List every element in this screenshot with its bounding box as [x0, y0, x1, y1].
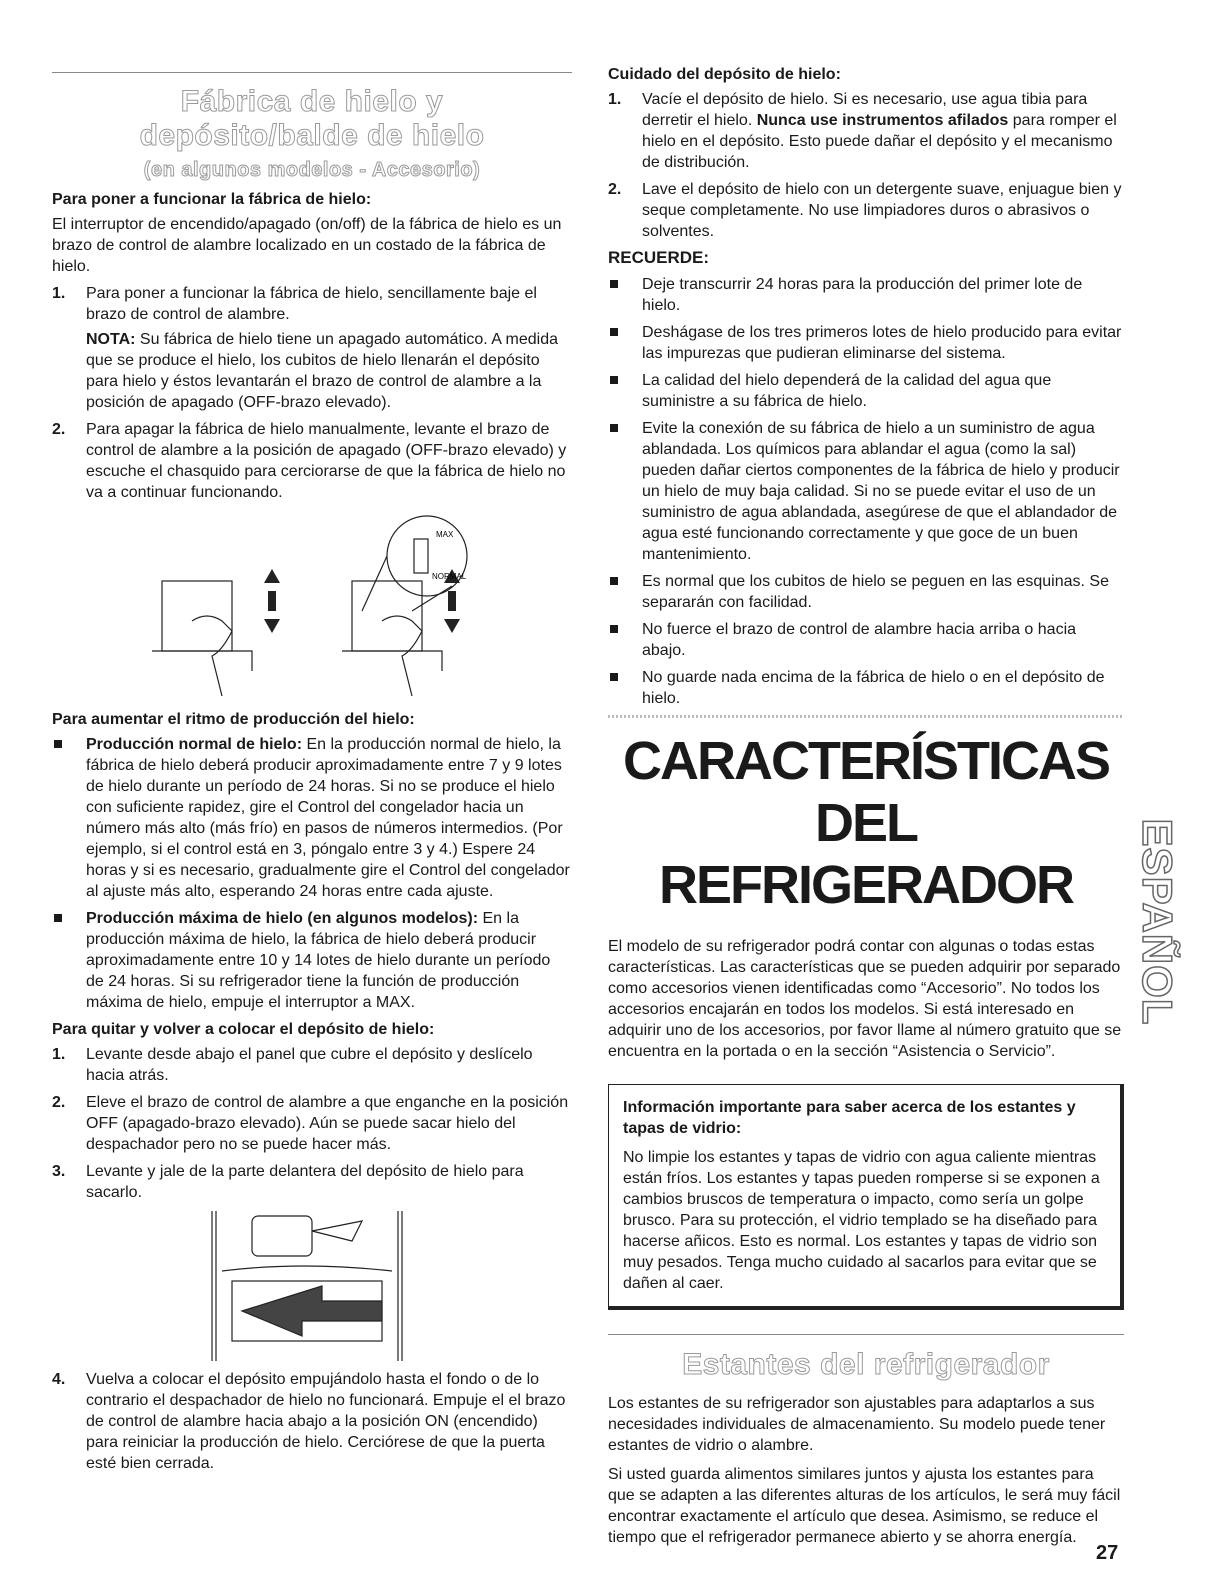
right-column — [608, 60, 1124, 1548]
ice-maker-arm-illustration — [122, 511, 502, 701]
language-side-tab: ESPAÑOL — [1134, 816, 1180, 1028]
list-item: 1. Levante desde abajo el panel que cubre el depósito y deslícelo hacia atrás. — [52, 1046, 533, 1084]
replace-steps — [52, 1369, 572, 1474]
list-item: 1. Vacíe el depósito de hielo. Si es necesario, use agua tibia para derretir el hielo. Nunca use instrumentos afilados para romper el hielo en el depósito. Esto puede dañar el depósito y el mecanismo de distribución. — [608, 91, 1117, 171]
list-item: Producción máxima de hielo (en algunos modelos): En la producción máxima de hielo, la fábrica de hielo deberá producir aproximadamente entre 10 y 14 lotes de hielo durante un período de 24 horas. Si su refrigerador tiene la función de producción máxima de hielo, empuje el interruptor a MAX. — [52, 908, 572, 1013]
max-label: MAX — [436, 530, 454, 539]
left-column — [52, 60, 572, 1480]
list-item: Deje transcurrir 24 horas para la producción del primer lote de hielo. — [608, 274, 1124, 316]
list-item: No guarde nada encima de la fábrica de hielo o en el depósito de hielo. — [608, 667, 1124, 709]
nota: NOTA: Su fábrica de hielo tiene un apagado automático. A medida que se produce el hielo, los cubitos de hielo llenarán el depósito para hielo y éstos levantarán el brazo de control de alambre a la posición de apagado (OFF-brazo elevado). — [86, 331, 558, 411]
recuerde-heading: RECUERDE: — [608, 248, 710, 267]
ice-bin-removal-illustration — [202, 1211, 422, 1361]
shelves-p1: Los estantes de su refrigerador son ajustables para adaptarlos a sus necesidades individuales de almacenamiento. Su modelo puede tener estantes de vidrio o alambre. — [608, 1395, 1106, 1454]
start-intro: El interruptor de encendido/apagado (on/off) de la fábrica de hielo es un brazo de control de alambre localizado en un costado de la fábrica de hielo. — [52, 216, 562, 275]
shelves-title: Estantes del refrigerador — [682, 1348, 1050, 1381]
list-item: Evite la conexión de su fábrica de hielo a un suministro de agua ablandada. Los químicos para ablandar el agua (como la sal) pueden dañar ciertos componentes de la fábrica de hielo y producir un hielo de muy baja calidad. Si no se puede evitar el uso de un suministro de agua ablandada, asegúrese de que el ablandador de agua esté funcionando correctamente y que goce de un buen mantenimiento. — [608, 418, 1124, 565]
list-item: Es normal que los cubitos de hielo se peguen en las esquinas. Se separarán con facilidad. — [608, 571, 1124, 613]
top-rule-left — [52, 72, 572, 73]
rate-items — [52, 734, 572, 1013]
features-title: CARACTERÍSTICAS DEL REFRIGERADOR — [622, 731, 1109, 915]
care-heading: Cuidado del depósito de hielo: — [608, 66, 841, 83]
normal-label: NORMAL — [432, 572, 467, 581]
box-title: Información importante para saber acerca de los estantes y tapas de vidrio: — [623, 1099, 1076, 1137]
list-item: No fuerce el brazo de control de alambre hacia arriba o hacia abajo. — [608, 619, 1124, 661]
start-steps — [52, 283, 572, 503]
recuerde-items — [608, 274, 1124, 709]
box-text: No limpie los estantes y tapas de vidrio con agua caliente mientras están fríos. Los estantes y tapas pueden romperse si se exponen a cambios bruscos de temperatura o impacto, como sería un golpe brusco. Para su protección, el vidrio templado se ha diseñado para hacerse añicos. Esto es normal. Los estantes y tapas de vidrio son muy pesados. Tenga mucho cuidado al sacarlos para evitar que se dañen al caer. — [623, 1149, 1100, 1292]
list-item: Producción normal de hielo: En la producción normal de hielo, la fábrica de hielo deberá producir aproximadamente entre 7 y 9 lotes de hielo durante un período de 24 horas. Si no se produce el hielo con suficiente rapidez, gire el Control del congelador hacia un número más alto (más frío) en pasos de números intermedios. (Por ejemplo, si el control está en 3, póngalo entre 3 y 4.) Espere 24 horas y si es necesario, gradualmente gire el Control del congelador al ajuste más alto, esperando 24 horas entre cada ajuste. — [52, 734, 572, 902]
list-item: 2. Eleve el brazo de control de alambre a que enganche en la posición OFF (apagado-brazo elevado). Aún se puede sacar hielo del despachador pero no se puede hacer más. — [52, 1094, 569, 1153]
list-item: Deshágase de los tres primeros lotes de hielo producido para evitar las impurezas que pudieran eliminarse del sistema. — [608, 322, 1124, 364]
list-item: 4. Vuelva a colocar el depósito empujándolo hasta el fondo o de lo contrario el despachador de hielo no funcionará. Empuje el el brazo de control de alambre hacia abajo a la posición ON (encendido) para reiniciar la producción de hielo. Cerciórese de que la puerta esté bien cerrada. — [52, 1371, 566, 1472]
page-number: 27 — [1096, 1542, 1119, 1564]
list-item: 3. Levante y jale de la parte delantera del depósito de hielo para sacarlo. — [52, 1163, 524, 1201]
features-intro: El modelo de su refrigerador podrá contar con algunas o todas estas características. Las características que se pueden adquirir por separado como accesorios vienen identificadas como “Accesorio”. No todos los accesorios encajarán en todos los modelos. Si está interesado en adquirir uno de los accesorios, por favor llame al número gratuito que se encuentra en la portada o en la sección “Asistencia o Servicio”. — [608, 938, 1122, 1060]
glass-shelves-warning-box — [608, 1084, 1124, 1310]
section-title-ice-maker: Fábrica de hielo y depósito/balde de hielo — [139, 85, 485, 152]
remove-steps — [52, 1044, 572, 1203]
section-subtitle: (en algunos modelos - Accesorio) — [143, 159, 481, 181]
dotted-divider — [608, 715, 1124, 718]
list-item: 1. Para poner a funcionar la fábrica de hielo, sencillamente baje el brazo de control de alambre. NOTA: Su fábrica de hielo tiene un apagado automático. A medida que se produce el hielo, los cubitos de hielo llenarán el depósito para hielo y éstos levantarán el brazo de control de alambre a la posición de apagado (OFF-brazo elevado). — [52, 283, 572, 413]
remove-heading: Para quitar y volver a colocar el depósito de hielo: — [52, 1021, 435, 1038]
shelves-p2: Si usted guarda alimentos similares juntos y ajusta los estantes para que se adapten a las diferentes alturas de los artículos, le será muy fácil encontrar exactamente el artículo que desea. Asimismo, se reduce el tiempo que el refrigerador permanece abierto y se ahorra energía. — [608, 1466, 1121, 1546]
list-item: 2. Lave el depósito de hielo con un detergente suave, enjuague bien y seque completamente. No use limpiadores duros o abrasivos o solventes. — [608, 181, 1122, 240]
rate-heading: Para aumentar el ritmo de producción del hielo: — [52, 711, 415, 728]
list-item: 2. Para apagar la fábrica de hielo manualmente, levante el brazo de control de alambre a la posición de apagado (OFF-brazo elevado) y escuche el chasquido para cerciorarse de que la fábrica de hielo no va a continuar funcionando. — [52, 421, 567, 501]
care-steps — [608, 89, 1124, 242]
list-item: La calidad del hielo dependerá de la calidad del agua que suministre a su fábrica de hielo. — [608, 370, 1124, 412]
start-heading: Para poner a funcionar la fábrica de hielo: — [52, 191, 372, 208]
shelves-rule — [608, 1334, 1124, 1335]
